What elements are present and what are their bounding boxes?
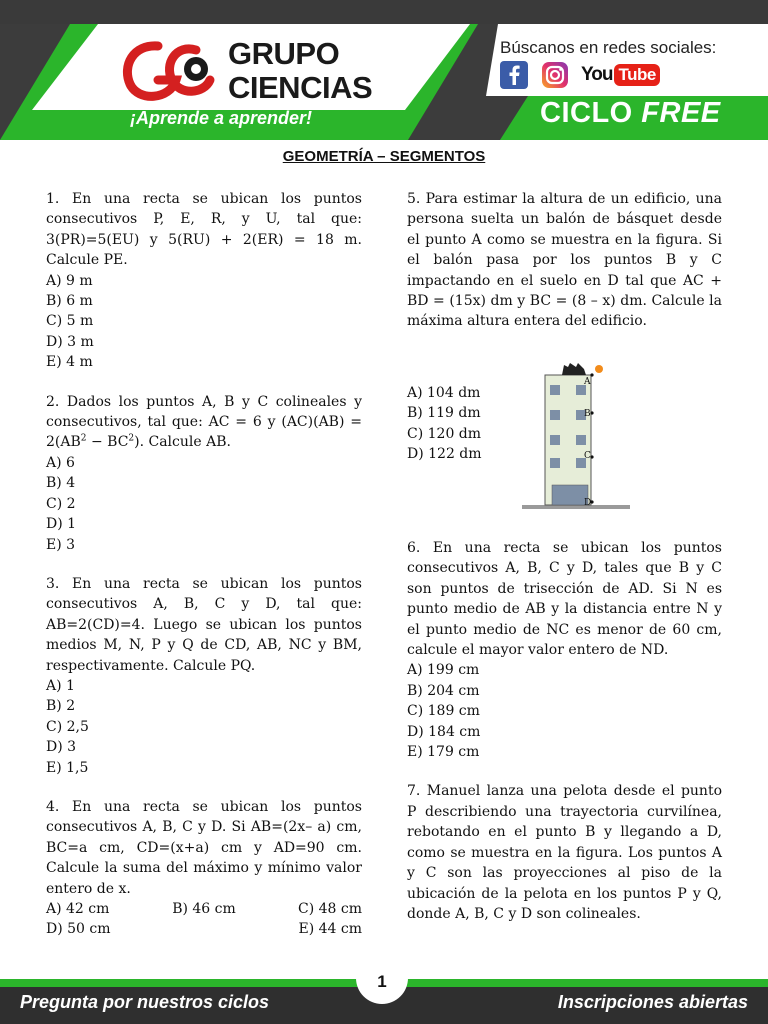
label-c: C [584, 451, 591, 461]
option: C) 2,5 [46, 718, 89, 735]
problem-7 [407, 781, 722, 924]
logo-grupo-text: GRUPO [228, 36, 340, 71]
option: B) 6 m [46, 293, 93, 310]
problem-3 [46, 574, 362, 778]
option: A) 6 [46, 454, 75, 471]
building-figure [520, 355, 632, 515]
option: A) 1 [46, 677, 75, 694]
option: E) 44 cm [298, 921, 362, 938]
problem-3-statement: 3. En una recta se ubican los puntos consecutivos A, B, C y D, tal que: AB=2(CD)=4. Luego se ubican los puntos medios M, N, P y Q de CD, AB, NC y BM, respectivamente. Calcule PQ. [46, 575, 362, 674]
logo-ciencias-text: CIENCIAS [228, 70, 373, 105]
option: D) 184 cm [407, 723, 481, 740]
label-d: D [584, 498, 592, 508]
footer-right-text: Inscripciones abiertas [557, 992, 748, 1012]
option: C) 120 dm [407, 425, 482, 442]
problem-4 [46, 797, 362, 940]
footer-left-text: Pregunta por nuestros ciclos [20, 992, 270, 1012]
option: E) 4 m [46, 354, 93, 371]
problem-5-statement: 5. Para estimar la altura de un edificio, una persona suelta un balón de básquet desde el punto A como se muestra en la figura. Si el balón pasa por los puntos B y C impactando en el suelo en D tal que AC + BD = (15x) dm y BC = (8 – x) dm. Calcule la máxima altura entera del edificio. [407, 191, 722, 330]
ciclo-free-label [540, 97, 721, 130]
option: A) 9 m [46, 272, 93, 289]
problem-2-statement [46, 392, 362, 453]
exponent: 2 [128, 433, 135, 444]
option: B) 4 [46, 475, 76, 492]
youtube-you-text: You [581, 64, 613, 85]
door [552, 485, 588, 505]
option: C) 189 cm [407, 703, 480, 720]
point-a [590, 373, 593, 376]
option: B) 204 cm [407, 682, 480, 699]
option: D) 3 m [46, 333, 94, 350]
problem-1-statement: 1. En una recta se ubican los puntos consecutivos P, E, R, y U, tal que: 3(PR)=5(EU) y 5(RU) + 2(ER) = 18 m. Calcule PE. [46, 191, 362, 269]
option: B) 46 cm [172, 901, 236, 917]
option: D) 1 [46, 516, 77, 533]
document-title: GEOMETRÍA – SEGMENTOS [282, 148, 486, 165]
ground [522, 505, 630, 509]
option: B) 2 [46, 698, 76, 715]
problem-2 [46, 392, 362, 555]
problem-4-statement: 4. En una recta se ubican los puntos consecutivos A, B, C y D. Si AB=(2x– a) cm, BC=a cm, CD=(x+a) cm y AD=90 cm. Calcule la suma del máximo y mínimo valor entero de x. [46, 798, 362, 897]
problem-4-options-row2 [46, 919, 362, 939]
grupo-ciencias-logo-icon [118, 36, 228, 106]
label-b: B [584, 409, 591, 419]
option: C) 48 cm [297, 901, 362, 917]
option: E) 1,5 [46, 759, 89, 776]
option: A) 199 cm [407, 662, 480, 679]
exponent: 2 [80, 433, 87, 444]
ball-icon [595, 365, 603, 373]
problem-6-statement: 6. En una recta se ubican los puntos consecutivos A, B, C y D, tales que B y C son puntos de trisección de AD. Si N es punto medio de AB y la distancia entre N y el punto medio de NC es menor de 60 cm, calcule el mayor valor entero de ND. [407, 540, 722, 659]
option: C) 5 m [46, 313, 94, 330]
page-number: 1 [377, 972, 387, 991]
left-column [46, 189, 362, 940]
problem-7-statement: 7. Manuel lanza una pelota desde el punto P describiendo una trayectoria curvilínea, rebotando en el punto B y llegando a D, como se muestra en la figura. Los puntos A y C son las proyecciones al piso de la ubicación de la pelota en los puntos P y Q, donde A, B, C y D son colineales. [407, 783, 722, 922]
option: B) 119 dm [407, 405, 481, 422]
option: E) 179 cm [407, 744, 480, 761]
ciclo-text: CICLO [540, 97, 633, 129]
problem-4-options [46, 899, 362, 919]
youtube-tube-text: Tube [614, 64, 659, 86]
facebook-icon[interactable] [500, 61, 528, 89]
slogan: ¡Aprende a aprender! [130, 108, 313, 128]
person-icon [562, 363, 586, 375]
option: D) 50 cm [46, 921, 111, 938]
problem-1 [46, 189, 362, 373]
instagram-icon[interactable] [541, 61, 569, 89]
social-title: Búscanos en redes sociales: [500, 38, 717, 57]
free-text: FREE [641, 97, 721, 129]
right-column-lower [407, 538, 722, 924]
problem-2-text-b: − BC [86, 434, 129, 451]
problem-2-text-a: 2. Dados los puntos A, B y C colineales y consecutivos, tal que: AC = 6 y (AC)(AB) = 2(AB [46, 393, 362, 451]
option: C) 2 [46, 495, 76, 512]
problem-2-text-c: ). Calcule AB. [134, 434, 231, 451]
point-b [590, 411, 593, 414]
option: D) 122 dm [407, 446, 482, 463]
option: D) 3 [46, 739, 77, 756]
problem-6 [407, 538, 722, 762]
option: A) 104 dm [407, 384, 481, 401]
option: E) 3 [46, 536, 76, 553]
option: A) 42 cm [46, 901, 110, 917]
label-a: A [584, 377, 591, 387]
youtube-icon[interactable] [581, 62, 660, 88]
